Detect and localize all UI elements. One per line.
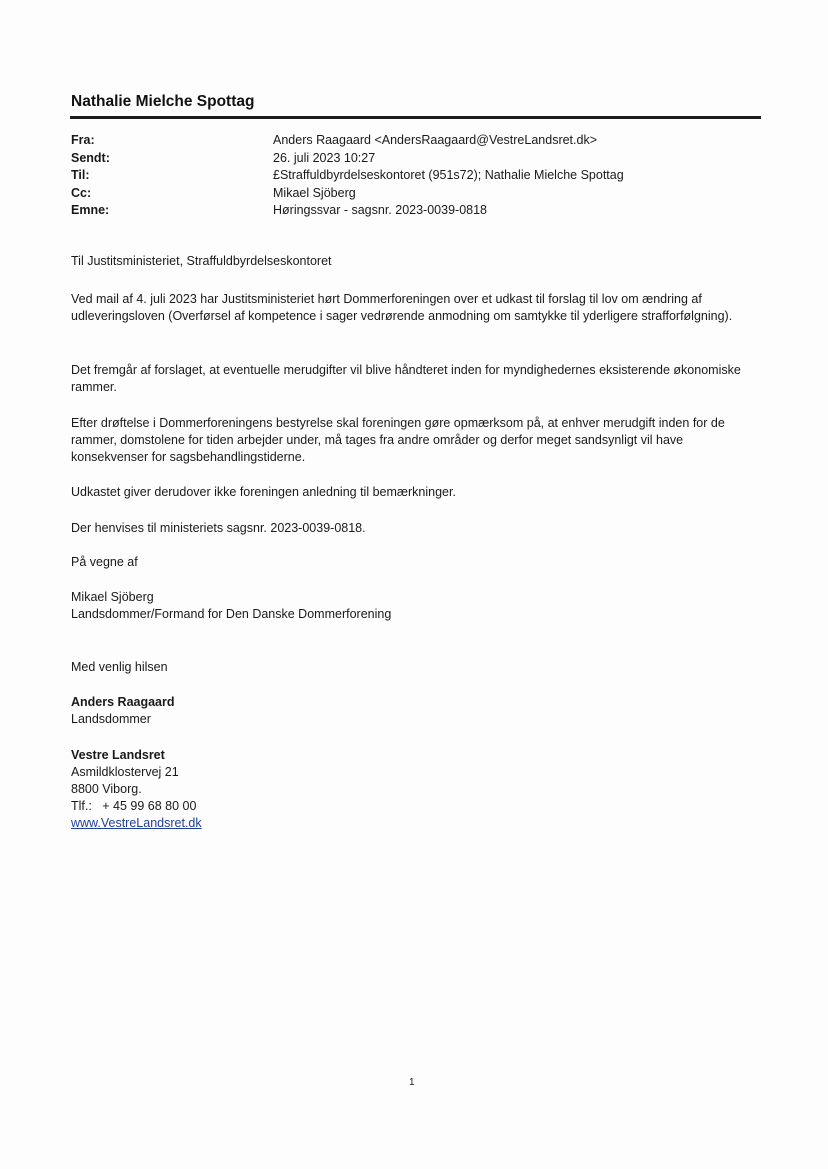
header-value: Høringssvar - sagsnr. 2023-0039-0818 — [273, 203, 488, 217]
header-label: Til: — [71, 168, 90, 182]
sender-title: Landsdommer — [71, 712, 151, 726]
header-row-to — [71, 167, 761, 185]
closing: Med venlig hilsen — [71, 660, 168, 674]
header-row-sent — [71, 150, 761, 168]
header-value: 26. juli 2023 10:27 — [273, 150, 376, 165]
greeting: Til Justitsministeriet, Straffuldbyrdelseskontoret — [71, 254, 332, 268]
signer-block — [71, 589, 391, 623]
header-label: Emne: — [71, 203, 110, 217]
header-label: Sendt: — [71, 150, 110, 165]
phone-line: Tlf.: + 45 99 68 80 00 — [71, 799, 197, 813]
header-value: Anders Raagaard <AndersRaagaard@VestreLandsret.dk> — [273, 133, 598, 147]
sender-block — [71, 694, 175, 728]
signer-title: Landsdommer/Formand for Den Danske Dommerforening — [71, 607, 392, 621]
sender-name: Anders Raagaard — [71, 695, 175, 709]
website-link[interactable]: www.VestreLandsret.dk — [71, 816, 202, 830]
on-behalf-line: På vegne af — [71, 555, 138, 569]
header-label: Cc: — [71, 185, 92, 200]
body-paragraph: Efter drøftelse i Dommerforeningens bestyrelse skal foreningen gøre opmærksom på, at enhver merudgift inden for de rammer, domstolene for tiden arbejder under, må tages fra andre områder og derfor meget sandsynligt vil have konsekvenser for sagsbehandlingstiderne. — [71, 416, 725, 464]
address-line: Asmildklostervej 21 — [71, 765, 179, 779]
email-headers — [71, 132, 761, 220]
body-paragraph: Der henvises til ministeriets sagsnr. 2023-0039-0818. — [71, 521, 366, 535]
page-number: 1 — [409, 1077, 415, 1088]
org-block — [71, 747, 202, 832]
header-row-cc — [71, 185, 761, 203]
header-label: Fra: — [71, 133, 95, 147]
body-paragraph: Ved mail af 4. juli 2023 har Justitsministeriet hørt Dommerforeningen over et udkast til forslag til lov om ændring af udleveringsloven (Overførsel af kompetence i sager vedrørende anmodning om samtykke til yderligere strafforfølgning). — [71, 292, 733, 323]
address-line: 8800 Viborg. — [71, 782, 142, 796]
body-paragraph: Udkastet giver derudover ikke foreningen anledning til bemærkninger. — [71, 485, 456, 499]
org-name: Vestre Landsret — [71, 748, 165, 762]
body-paragraph: Det fremgår af forslaget, at eventuelle merudgifter vil blive håndteret inden for myndighedernes eksisterende økonomiske rammer. — [71, 363, 741, 394]
signer-name: Mikael Sjöberg — [71, 590, 154, 604]
header-divider — [70, 116, 761, 119]
mailbox-owner: Nathalie Mielche Spottag — [71, 93, 255, 110]
header-row-from — [71, 132, 761, 150]
header-row-subject — [71, 202, 761, 220]
header-value: Mikael Sjöberg — [273, 185, 356, 200]
header-value: £Straffuldbyrdelseskontoret (951s72); Nathalie Mielche Spottag — [273, 168, 624, 182]
